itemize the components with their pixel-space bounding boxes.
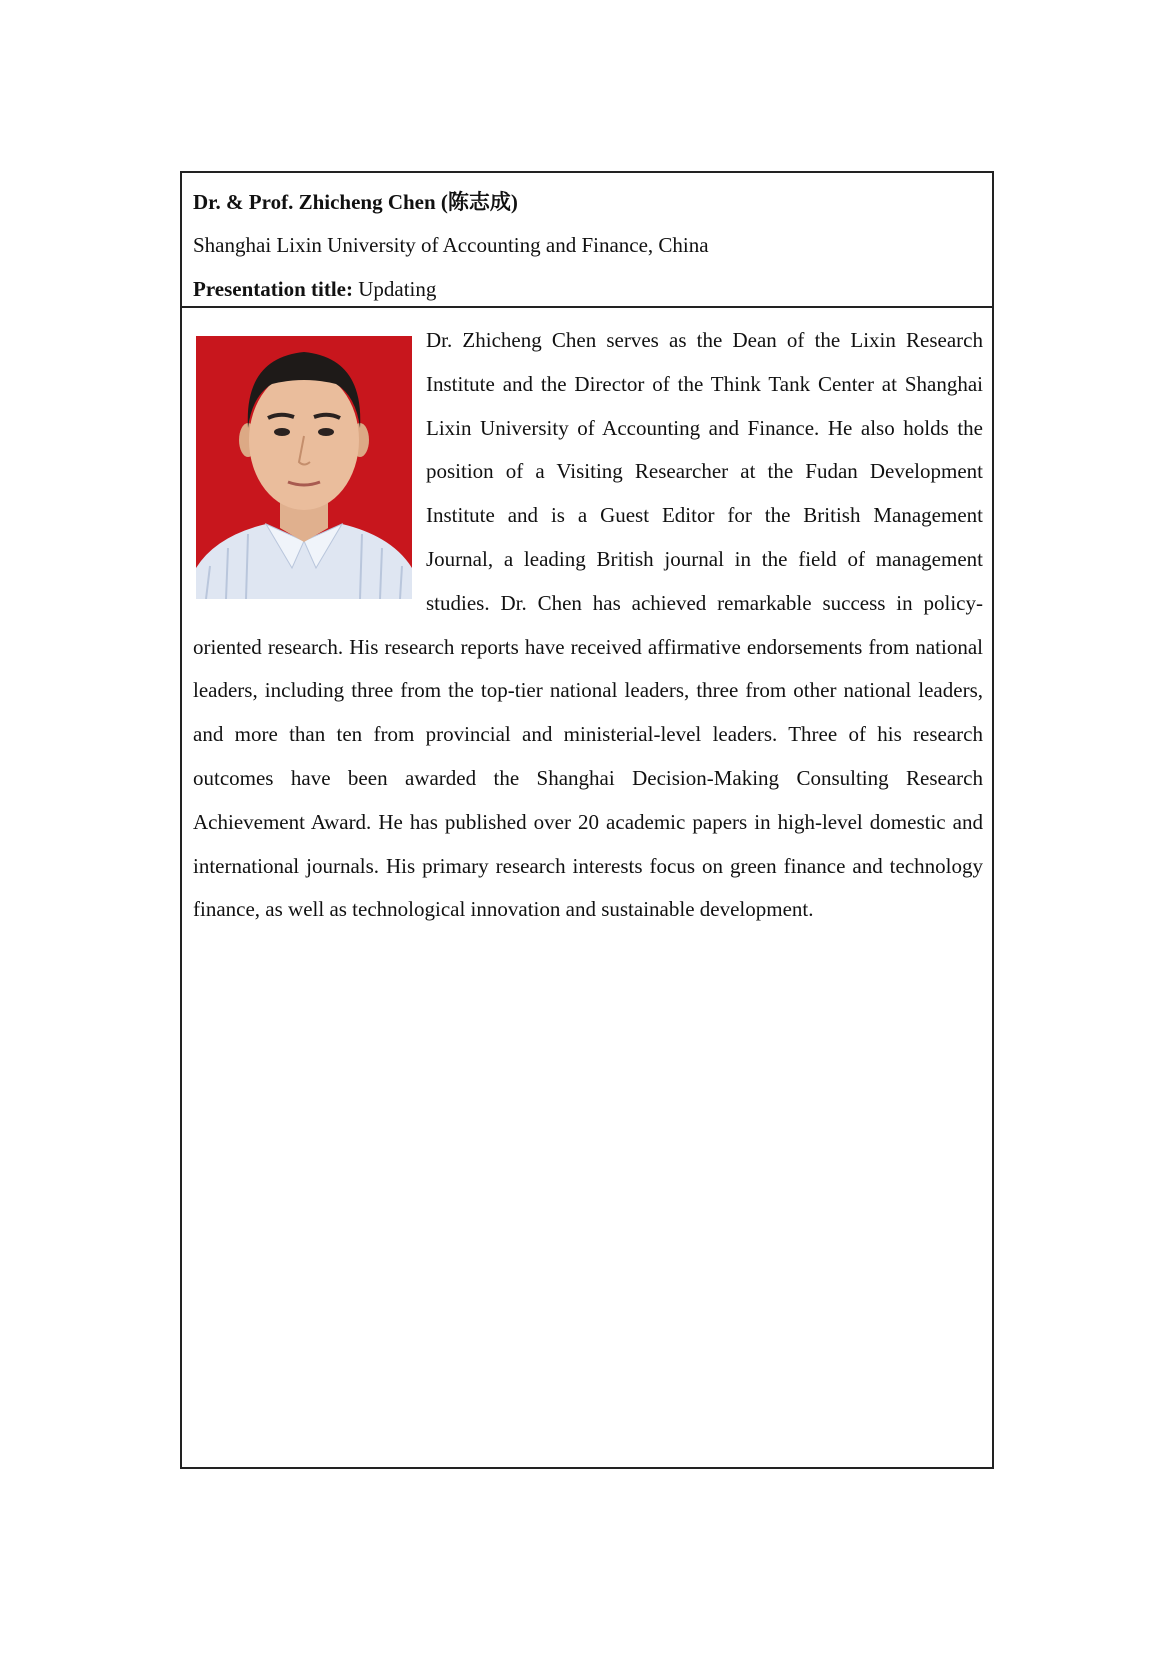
- speaker-card: [180, 171, 994, 1469]
- speaker-header: [182, 173, 992, 308]
- bio-text: [193, 319, 983, 932]
- presentation-line: [193, 276, 436, 302]
- bio-paragraph: Dr. Zhicheng Chen serves as the Dean of the Lixin Research Institute and the Director of the Think Tank Center at Shanghai Lixin University of Accounting and Finance. He also holds the position of a Visiting Researcher at the Fudan Development Institute and is a Guest Editor for the British Management Journal, a leading British journal in the field of management studies. Dr. Chen has achieved remarkable success in policy-oriented research. His research reports have received affirmative endorsements from national leaders, including three from the top-tier national leaders, three from other national leaders, and more than ten from provincial and ministerial-level leaders. Three of his research outcomes have been awarded the Shanghai Decision-Making Consulting Research Achievement Award. He has published over 20 academic papers in high-level domestic and international journals. His primary research interests focus on green finance and technology finance, as well as technological innovation and sustainable development.: [193, 328, 983, 922]
- presentation-label: Presentation title:: [193, 277, 353, 301]
- presentation-title: Updating: [358, 277, 437, 301]
- speaker-name: Dr. & Prof. Zhicheng Chen (陈志成): [193, 190, 518, 214]
- speaker-affiliation: Shanghai Lixin University of Accounting and Finance, China: [193, 233, 709, 257]
